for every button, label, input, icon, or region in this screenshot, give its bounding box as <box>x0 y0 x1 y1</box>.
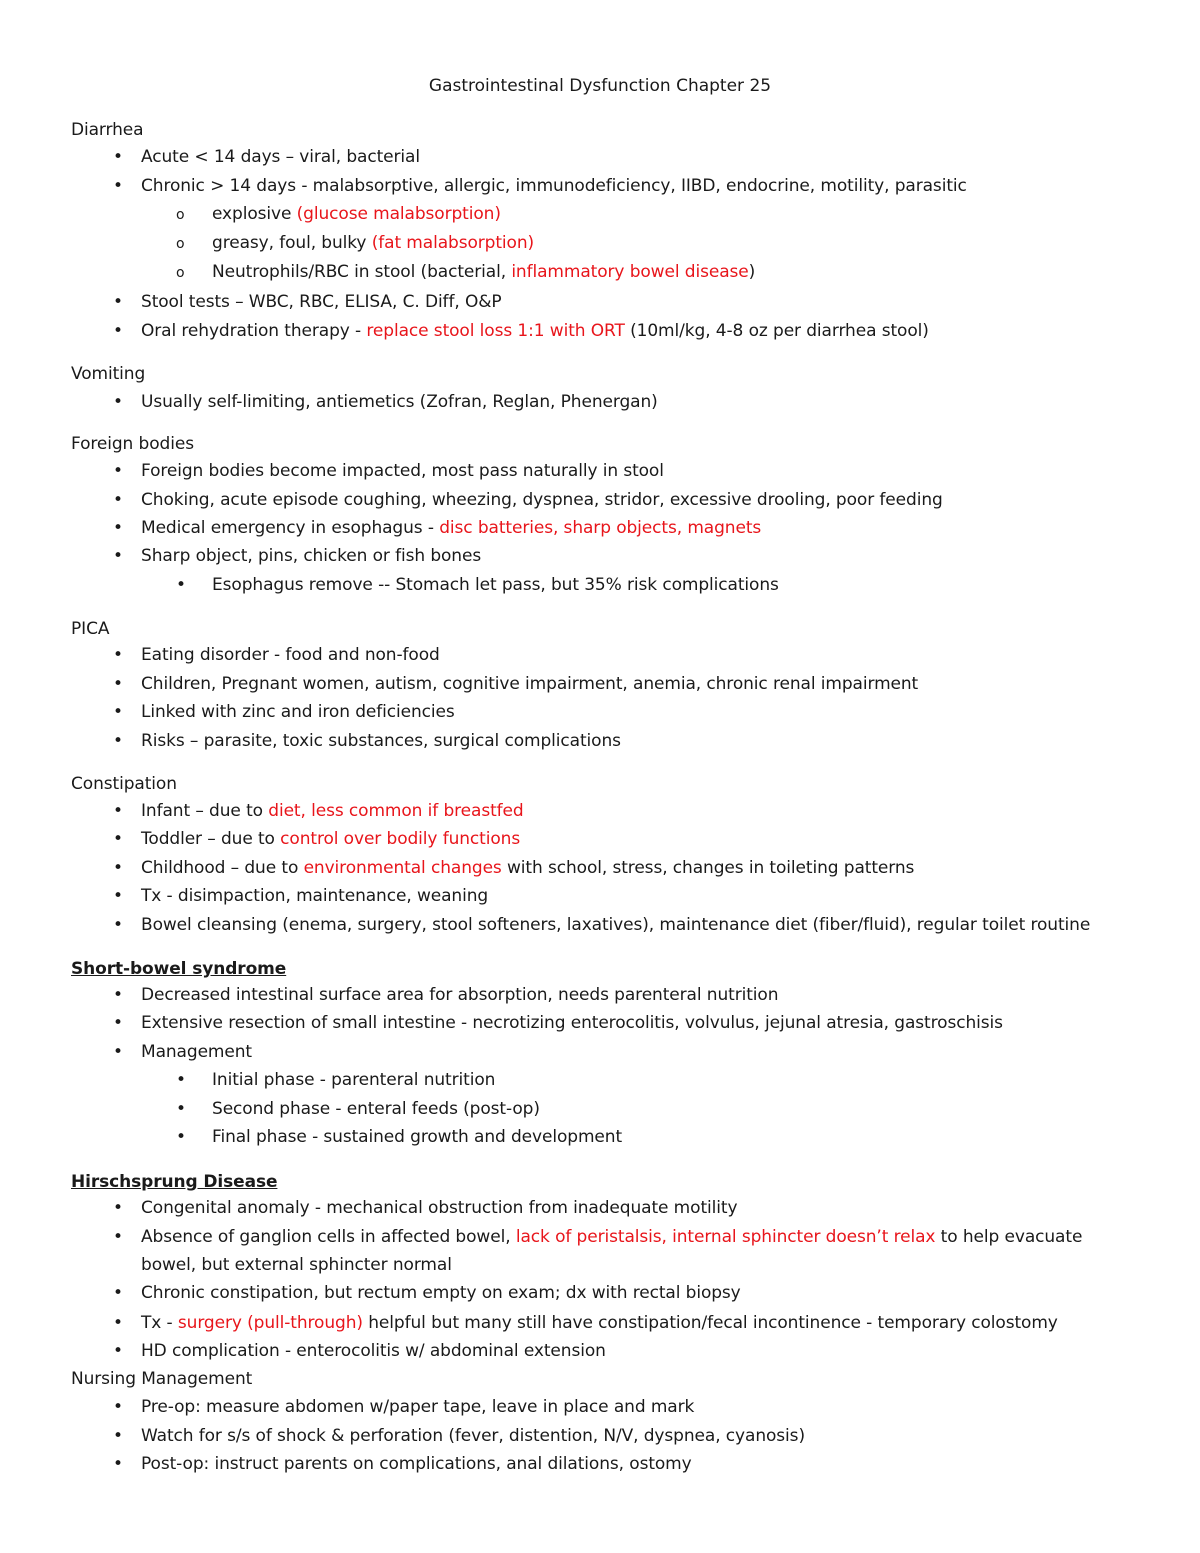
text-run: Choking, acute episode coughing, wheezing, dyspnea, stridor, excessive drooling, poor feeding <box>141 490 943 510</box>
bullet-item <box>141 1011 1003 1035</box>
text-run: Infant – due to <box>141 801 269 821</box>
bullet-item <box>141 1395 694 1419</box>
text-run: Tx - disimpaction, maintenance, weaning <box>141 886 489 906</box>
bullet-icon: • <box>113 1426 124 1446</box>
bullet-icon: • <box>113 546 124 566</box>
text-run: Toddler – due to <box>141 829 281 849</box>
bullet-icon: • <box>113 801 124 821</box>
section-heading <box>71 617 109 641</box>
text-run: Chronic > 14 days - malabsorptive, allergic, immunodeficiency, IIBD, endocrine, motility, parasitic <box>141 176 967 196</box>
bullet-item <box>141 516 761 540</box>
section-heading <box>71 362 145 386</box>
text-run: Nursing Management <box>71 1369 253 1389</box>
bullet-icon: • <box>176 1127 187 1147</box>
text-run: Usually self-limiting, antiemetics (Zofran, Reglan, Phenergan) <box>141 392 658 412</box>
bullet-item <box>141 1225 1082 1249</box>
highlighted-text: inflammatory bowel disease <box>511 262 749 282</box>
bullet-item <box>141 174 967 198</box>
bullet-item <box>141 827 520 851</box>
text-run: Children, Pregnant women, autism, cognitive impairment, anemia, chronic renal impairment <box>141 674 919 694</box>
sub-bullet-item <box>212 573 779 597</box>
bullet-item <box>141 799 524 823</box>
text-run: Risks – parasite, toxic substances, surgical complications <box>141 731 621 751</box>
section-heading <box>71 118 143 142</box>
section-heading <box>71 957 286 981</box>
text-run: Pre-op: measure abdomen w/paper tape, leave in place and mark <box>141 1397 695 1417</box>
bullet-icon: • <box>113 1397 124 1417</box>
text-run: with school, stress, changes in toileting patterns <box>501 858 915 878</box>
text-run: HD complication - enterocolitis w/ abdominal extension <box>141 1341 606 1361</box>
bullet-icon: • <box>113 518 124 538</box>
text-run: Foreign bodies become impacted, most pass naturally in stool <box>141 461 664 481</box>
sub-bullet-item <box>212 1068 495 1092</box>
bullet-icon: • <box>113 1227 124 1247</box>
bullet-item <box>141 1040 252 1064</box>
text-run: bowel, but external sphincter normal <box>141 1255 452 1275</box>
bullet-icon: • <box>113 461 124 481</box>
highlighted-text: surgery (pull-through) <box>177 1313 363 1333</box>
highlighted-text: environmental changes <box>303 858 502 878</box>
text-run: Eating disorder - food and non-food <box>141 645 440 665</box>
text-run: Short-bowel syndrome <box>71 959 287 979</box>
section-heading <box>71 1367 252 1391</box>
bullet-icon: • <box>113 674 124 694</box>
bullet-icon: • <box>176 1099 187 1119</box>
text-run: Hirschsprung Disease <box>71 1172 278 1192</box>
bullet-icon: • <box>113 1198 124 1218</box>
bullet-item <box>141 319 929 343</box>
bullet-icon: • <box>176 1070 187 1090</box>
section-heading <box>71 432 194 456</box>
text-run: Decreased intestinal surface area for absorption, needs parenteral nutrition <box>141 985 779 1005</box>
bullet-icon: • <box>113 731 124 751</box>
bullet-item <box>141 1281 741 1305</box>
highlighted-text: control over bodily functions <box>280 829 521 849</box>
bullet-item <box>141 290 502 314</box>
text-run: Watch for s/s of shock & perforation (fever, distention, N/V, dyspnea, cyanosis) <box>141 1426 805 1446</box>
highlighted-text: (glucose malabsorption) <box>296 204 501 224</box>
text-run: Final phase - sustained growth and development <box>212 1127 623 1147</box>
bullet-icon: • <box>113 1313 124 1333</box>
text-run: Bowel cleansing (enema, surgery, stool softeners, laxatives), maintenance diet (fiber/fluid), regular toilet routine <box>141 915 1091 935</box>
bullet-icon: • <box>176 575 187 595</box>
bullet-icon: • <box>113 1013 124 1033</box>
text-run: Extensive resection of small intestine - necrotizing enterocolitis, volvulus, jejunal atresia, gastroschisis <box>141 1013 1003 1033</box>
highlighted-text: (fat malabsorption) <box>371 233 535 253</box>
bullet-icon: • <box>113 392 124 412</box>
section-heading <box>71 1170 277 1194</box>
bullet-icon: • <box>113 858 124 878</box>
bullet-icon: • <box>113 1042 124 1062</box>
bullet-icon: • <box>113 292 124 312</box>
text-run: Sharp object, pins, chicken or fish bones <box>141 546 482 566</box>
text-run: Post-op: instruct parents on complications, anal dilations, ostomy <box>141 1454 692 1474</box>
bullet-icon: • <box>113 886 124 906</box>
bullet-item <box>141 1311 1058 1335</box>
text-run: Chronic constipation, but rectum empty on exam; dx with rectal biopsy <box>141 1283 741 1303</box>
text-run: Initial phase - parenteral nutrition <box>212 1070 496 1090</box>
sub-bullet-item <box>212 260 755 284</box>
bullet-item <box>141 1452 692 1476</box>
bullet-item <box>141 1253 452 1277</box>
text-run: (10ml/kg, 4-8 oz per diarrhea stool) <box>624 321 929 341</box>
text-run: Management <box>141 1042 252 1062</box>
section-heading <box>71 772 177 796</box>
text-run: PICA <box>71 619 110 639</box>
bullet-item <box>141 1424 805 1448</box>
bullet-icon: • <box>113 1283 124 1303</box>
bullet-item <box>141 983 778 1007</box>
text-run: Linked with zinc and iron deficiencies <box>141 702 455 722</box>
text-run: Foreign bodies <box>71 434 194 454</box>
text-run: helpful but many still have constipation/fecal incontinence - temporary colostomy <box>362 1313 1058 1333</box>
text-run: greasy, foul, bulky <box>212 233 372 253</box>
text-run: Absence of ganglion cells in affected bowel, <box>141 1227 516 1247</box>
text-run: Tx - <box>141 1313 178 1333</box>
text-run: Acute < 14 days – viral, bacterial <box>141 147 420 167</box>
bullet-icon: • <box>113 702 124 722</box>
sub-bullet-item <box>212 202 501 226</box>
text-run: Childhood – due to <box>141 858 304 878</box>
sub-bullet-item <box>212 1125 622 1149</box>
text-run: ) <box>748 262 756 282</box>
highlighted-text: replace stool loss 1:1 with ORT <box>366 321 625 341</box>
bullet-item <box>141 390 658 414</box>
bullet-item <box>141 700 455 724</box>
sub-bullet-item <box>212 231 534 255</box>
text-run: Diarrhea <box>71 120 144 140</box>
text-run: to help evacuate <box>935 1227 1083 1247</box>
bullet-item <box>141 488 943 512</box>
highlighted-text: diet, less common if breastfed <box>268 801 524 821</box>
bullet-item <box>141 1339 606 1363</box>
bullet-icon: • <box>113 915 124 935</box>
bullet-icon: • <box>113 829 124 849</box>
bullet-icon: • <box>113 490 124 510</box>
text-run: explosive <box>212 204 297 224</box>
bullet-icon: • <box>113 176 124 196</box>
bullet-item <box>141 145 420 169</box>
bullet-item <box>141 544 481 568</box>
sub-bullet-icon: o <box>176 236 185 252</box>
bullet-item <box>141 729 621 753</box>
highlighted-text: lack of peristalsis, internal sphincter doesn’t relax <box>515 1227 936 1247</box>
text-run: Constipation <box>71 774 177 794</box>
text-run: Oral rehydration therapy - <box>141 321 367 341</box>
sub-bullet-icon: o <box>176 207 185 223</box>
text-run: Stool tests – WBC, RBC, ELISA, C. Diff, O&P <box>141 292 502 312</box>
bullet-icon: • <box>113 1454 124 1474</box>
sub-bullet-item <box>212 1097 540 1121</box>
sub-bullet-icon: o <box>176 265 185 281</box>
text-run: Congenital anomaly - mechanical obstruction from inadequate motility <box>141 1198 738 1218</box>
document-title: Gastrointestinal Dysfunction Chapter 25 <box>428 76 772 96</box>
bullet-item <box>141 884 488 908</box>
bullet-icon: • <box>113 645 124 665</box>
bullet-item <box>141 1196 737 1220</box>
bullet-item <box>141 913 1090 937</box>
bullet-item <box>141 459 664 483</box>
text-run: Neutrophils/RBC in stool (bacterial, <box>212 262 512 282</box>
text-run: Esophagus remove -- Stomach let pass, but 35% risk complications <box>212 575 779 595</box>
text-run: Medical emergency in esophagus - <box>141 518 440 538</box>
bullet-item <box>141 643 440 667</box>
bullet-icon: • <box>113 147 124 167</box>
text-run: Second phase - enteral feeds (post-op) <box>212 1099 540 1119</box>
bullet-item <box>141 856 914 880</box>
text-run: Vomiting <box>71 364 146 384</box>
highlighted-text: disc batteries, sharp objects, magnets <box>439 518 762 538</box>
bullet-icon: • <box>113 321 124 341</box>
bullet-item <box>141 672 918 696</box>
bullet-icon: • <box>113 1341 124 1361</box>
bullet-icon: • <box>113 985 124 1005</box>
